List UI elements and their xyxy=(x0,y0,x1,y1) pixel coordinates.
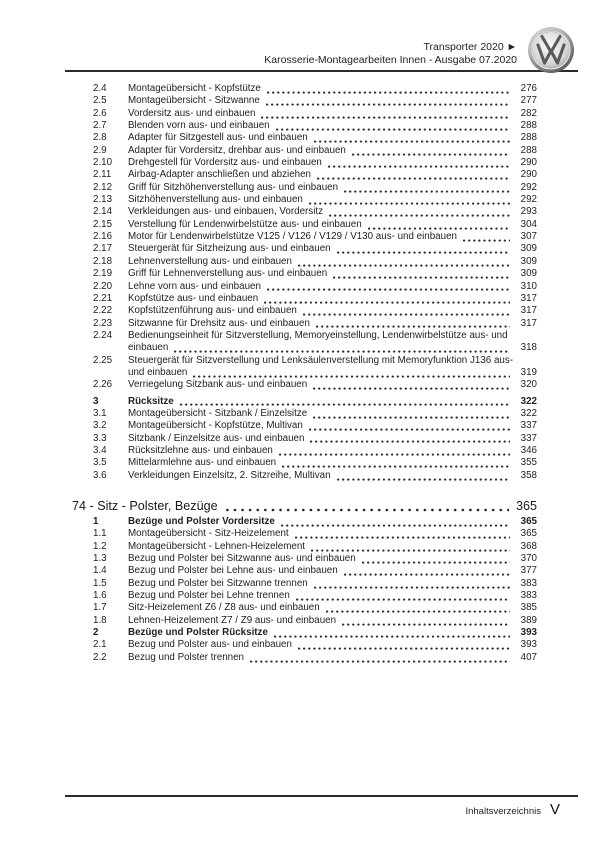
toc-entry-page-number: 365 xyxy=(520,528,537,540)
dot-leader xyxy=(282,465,510,468)
toc-entry-number: 3.1 xyxy=(93,407,107,419)
toc-entry-number: 2.8 xyxy=(93,132,107,144)
toc-entry-page-number: 319 xyxy=(520,366,537,378)
toc-entry-title: Lehnenverstellung aus- und einbauen xyxy=(128,255,292,267)
dot-leader xyxy=(314,586,510,589)
dot-leader xyxy=(267,288,510,291)
toc-entry-title: Sitz-Heizelement Z6 / Z8 aus- und einbauen xyxy=(128,602,320,614)
toc-entry-page-number: 310 xyxy=(520,280,537,292)
toc-entry-page-number: 304 xyxy=(520,218,537,230)
toc-entry-page-number: 389 xyxy=(520,614,537,626)
toc-entry-row xyxy=(65,182,537,194)
toc-entry-number: 3.5 xyxy=(93,457,107,469)
toc-entry-row xyxy=(65,206,537,218)
toc-entry-number: 2.12 xyxy=(93,181,113,193)
toc-entry-title: Montageübersicht - Sitzwanne xyxy=(128,95,260,107)
toc-entry-page-number: 368 xyxy=(520,540,537,552)
dot-leader xyxy=(337,478,510,481)
toc-entry-number: 2.24 xyxy=(93,329,113,341)
toc-entry-number: 1.8 xyxy=(93,614,107,626)
toc-entry-row xyxy=(65,120,537,132)
page-header xyxy=(264,41,517,67)
toc-entry-title: Steuergerät für Sitzheizung aus- und einbauen xyxy=(128,243,331,255)
toc-entry-number: 2.14 xyxy=(93,206,113,218)
toc-entry-number: 1.1 xyxy=(93,528,107,540)
toc-entry-row xyxy=(65,95,537,107)
dot-leader xyxy=(333,276,510,279)
toc-entry-row xyxy=(65,157,537,169)
toc-entry-title: Bezug und Polster bei Lehne aus- und einbauen xyxy=(128,565,338,577)
toc-entry-page-number: 290 xyxy=(520,157,537,169)
dot-leader xyxy=(174,350,510,353)
vw-logo-icon xyxy=(527,26,575,74)
toc-entry-title: Lehne vorn aus- und einbauen xyxy=(128,280,261,292)
dot-leader xyxy=(316,325,510,328)
toc-entry-page-number: 346 xyxy=(520,444,537,456)
dot-leader xyxy=(267,91,510,94)
toc-entry-row xyxy=(65,590,537,602)
toc-entry-number: 2.4 xyxy=(93,83,107,94)
toc-entry-number: 1.6 xyxy=(93,590,107,602)
toc-entry-title: Montageübersicht - Kopfstütze, Multivan xyxy=(128,420,303,432)
toc-entry-page-number: 292 xyxy=(520,194,537,206)
dot-leader xyxy=(303,313,510,316)
toc-entry-number: 1.4 xyxy=(93,565,107,577)
toc-entry-title: Blenden vorn aus- und einbauen xyxy=(128,120,270,132)
dot-leader xyxy=(310,440,510,443)
dot-leader xyxy=(328,165,510,168)
toc-entry-number: 2.25 xyxy=(93,354,113,366)
dot-leader xyxy=(298,647,510,650)
header-manual-line: Karosserie-Montagearbeiten Innen - Ausgabe 07.2020 xyxy=(264,54,517,66)
toc-entry-title: Lehnen-Heizelement Z7 / Z9 aus- und einbauen xyxy=(128,614,337,626)
page-footer xyxy=(465,801,560,818)
toc-entry-title: Steuergerät für Sitzverstellung und Lenksäulenverstellung mit Memoryfunktion J136 aus- xyxy=(128,354,514,366)
dot-leader xyxy=(274,635,510,638)
toc-entry-number: 2.15 xyxy=(93,218,113,230)
toc-entry-page-number: 370 xyxy=(520,553,537,565)
toc-entry-row xyxy=(65,578,537,590)
toc-entry-row xyxy=(65,602,537,614)
toc-entry-title: Adapter für Sitzgestell aus- und einbauen xyxy=(128,132,308,144)
toc-entry-number: 2.18 xyxy=(93,255,113,267)
toc-entry-page-number: 407 xyxy=(520,651,537,663)
toc-entry-number: 2.13 xyxy=(93,194,113,206)
toc-entry-page-number: 322 xyxy=(520,395,537,407)
toc-entry-title: Sitzbank / Einzelsitze aus- und einbauen xyxy=(128,432,305,444)
toc-entry-title: Verstellung für Lendenwirbelstütze aus- und einbauen xyxy=(128,218,362,230)
toc-entry-title: und einbauen xyxy=(128,366,188,378)
toc-entry-title: Verriegelung Sitzbank aus- und einbauen xyxy=(128,379,308,391)
toc-entry-number: 3.2 xyxy=(93,420,107,432)
toc-entry-row xyxy=(65,470,537,482)
toc-chapter-page-number: 365 xyxy=(515,499,537,513)
toc-entry-page-number: 383 xyxy=(520,577,537,589)
toc-entry-title: Rücksitzlehne aus- und einbauen xyxy=(128,444,273,456)
toc-entry-title: Griff für Sitzhöhenverstellung aus- und einbauen xyxy=(128,181,339,193)
toc-entry-row xyxy=(65,541,537,553)
dot-leader xyxy=(279,453,510,456)
toc-entry-number: 2.20 xyxy=(93,280,113,292)
toc-entry-row xyxy=(65,627,537,639)
toc-entry-page-number: 317 xyxy=(520,292,537,304)
toc-entry-number: 2.6 xyxy=(93,107,107,119)
dot-leader xyxy=(309,428,510,431)
toc-entry-title: Airbag-Adapter anschließen und abziehen xyxy=(128,169,311,181)
toc-entry-title: Verkleidungen Einzelsitz, 2. Sitzreihe, Multivan xyxy=(128,469,331,481)
toc-entry-row xyxy=(65,528,537,540)
dot-leader xyxy=(313,416,510,419)
toc-entry-row xyxy=(65,516,537,528)
toc xyxy=(65,83,537,664)
toc-entry-number: 3.4 xyxy=(93,444,107,456)
toc-entry-page-number: 320 xyxy=(520,379,537,391)
toc-entry-page-number: 393 xyxy=(520,627,537,639)
toc-entry-title: Montageübersicht - Lehnen-Heizelement xyxy=(128,540,305,552)
toc-entry-page-number: 282 xyxy=(520,107,537,119)
dot-leader xyxy=(309,202,510,205)
dot-leader xyxy=(344,573,510,576)
toc-entry-row xyxy=(65,293,537,305)
toc-entry-title: Mittelarmlehne aus- und einbauen xyxy=(128,457,277,469)
toc-entry-page-number: 383 xyxy=(520,590,537,602)
dot-leader xyxy=(295,536,510,539)
toc-entry-number: 2.17 xyxy=(93,243,113,255)
toc-entry-row xyxy=(65,445,537,457)
dot-leader xyxy=(314,140,510,143)
footer-rule xyxy=(65,795,578,797)
toc-entry-row xyxy=(65,396,537,408)
toc-entry-page-number: 288 xyxy=(520,132,537,144)
dot-leader xyxy=(317,177,510,180)
dot-leader xyxy=(362,561,510,564)
toc-entry-title: Motor für Lendenwirbelstütze V125 / V126 / V129 / V130 aus- und einbauen xyxy=(128,231,457,243)
toc-entry-number: 3.3 xyxy=(93,432,107,444)
dot-leader xyxy=(326,610,510,613)
toc-entry-row xyxy=(65,305,537,317)
dot-leader xyxy=(329,214,510,217)
toc-entry-row xyxy=(65,268,537,280)
toc-entry-page-number: 309 xyxy=(520,255,537,267)
toc-entry-title: Verkleidungen aus- und einbauen, Vordersitz xyxy=(128,206,323,218)
toc-entry-number: 2.5 xyxy=(93,95,107,107)
toc-entry-title: einbauen xyxy=(128,342,169,354)
toc-entry-row xyxy=(65,194,537,206)
toc-entry-title: Adapter für Vordersitz, drehbar aus- und einbauen xyxy=(128,144,346,156)
toc-entry-row xyxy=(65,420,537,432)
toc-entry-row xyxy=(65,243,537,255)
toc-entry-row xyxy=(65,231,537,243)
dot-leader xyxy=(342,623,510,626)
toc-entry-page-number: 355 xyxy=(520,457,537,469)
toc-entry-row xyxy=(65,342,537,354)
toc-entry-page-number: 288 xyxy=(520,120,537,132)
toc-entry-number: 2.19 xyxy=(93,268,113,280)
toc-entry-page-number: 393 xyxy=(520,639,537,651)
toc-entry-title: Kopfstütze aus- und einbauen xyxy=(128,292,259,304)
toc-entry-row xyxy=(65,408,537,420)
toc-entry-title: Montageübersicht - Sitzbank / Einzelsitze xyxy=(128,407,308,419)
dot-leader xyxy=(193,375,510,378)
toc-entry-title: Sitzwanne für Drehsitz aus- und einbauen xyxy=(128,317,310,329)
toc-entry-page-number: 293 xyxy=(520,206,537,218)
toc-entry-title: Montageübersicht - Sitz-Heizelement xyxy=(128,528,289,540)
toc-entry-row xyxy=(65,565,537,577)
toc-entry-row xyxy=(65,330,537,342)
toc-entry-number: 2.7 xyxy=(93,120,107,132)
dot-leader xyxy=(264,301,510,304)
toc-entry-title: Kopfstützenführung aus- und einbauen xyxy=(128,305,297,317)
dot-leader xyxy=(180,403,510,406)
toc-entry-row xyxy=(65,652,537,664)
toc-entry-page-number: 337 xyxy=(520,420,537,432)
toc-entry-page-number: 307 xyxy=(520,231,537,243)
header-model-line: Transporter 2020 ► xyxy=(423,41,517,53)
toc-entry-row xyxy=(65,256,537,268)
dot-leader xyxy=(313,387,510,390)
toc-entry-number: 1 xyxy=(93,516,99,527)
toc-entry-number: 2.16 xyxy=(93,231,113,243)
toc-entry-page-number: 317 xyxy=(520,317,537,329)
toc-chapter-title: 74 - Sitz - Polster, Bezüge xyxy=(72,499,218,513)
dot-leader xyxy=(226,508,509,512)
toc-entry-row xyxy=(65,108,537,120)
toc-entry-number: 2.2 xyxy=(93,651,107,663)
toc-entry-page-number: 358 xyxy=(520,469,537,481)
toc-entry-row xyxy=(65,219,537,231)
toc-entry-title: Bezug und Polster trennen xyxy=(128,651,245,663)
toc-entry-row xyxy=(65,169,537,181)
toc-entry-title: Drehgestell für Vordersitz aus- und einbauen xyxy=(128,157,322,169)
toc-entry-page-number: 290 xyxy=(520,169,537,181)
toc-entry-number: 2.21 xyxy=(93,292,113,304)
toc-entry-title: Rücksitze xyxy=(128,395,174,407)
toc-entry-title: Bedienungseinheit für Sitzverstellung, Memoryeinstellung, Lendenwirbelstütze aus- und xyxy=(128,329,508,341)
toc-entry-number: 2 xyxy=(93,627,99,639)
dot-leader xyxy=(368,227,510,230)
dot-leader xyxy=(281,524,510,527)
toc-entry-row xyxy=(65,367,537,379)
toc-entry-number: 1.5 xyxy=(93,577,107,589)
toc-entry-page-number: 292 xyxy=(520,181,537,193)
toc-entry-page-number: 317 xyxy=(520,305,537,317)
toc-entry-page-number: 276 xyxy=(520,83,537,94)
toc-entry-page-number: 377 xyxy=(520,565,537,577)
toc-entry-number: 2.11 xyxy=(93,169,112,181)
toc-entry-row xyxy=(65,379,537,391)
header-rule xyxy=(65,70,578,72)
toc-entry-page-number: 318 xyxy=(520,342,537,354)
toc-entry-number: 1.2 xyxy=(93,540,107,552)
dot-leader xyxy=(337,251,510,254)
toc-entry-row xyxy=(65,145,537,157)
dot-leader xyxy=(344,190,510,193)
footer-label: Inhaltsverzeichnis xyxy=(465,806,541,817)
toc-entry-page-number: 277 xyxy=(520,95,537,107)
toc-entry-row xyxy=(65,615,537,627)
toc-entry-row xyxy=(65,318,537,330)
dot-leader xyxy=(311,549,510,552)
dot-leader xyxy=(276,128,510,131)
toc-entry-row xyxy=(65,433,537,445)
toc-entry-row xyxy=(65,83,537,95)
toc-entry-title: Bezug und Polster bei Sitzwanne trennen xyxy=(128,577,308,589)
toc-entry-row xyxy=(65,132,537,144)
toc-entry-title: Montageübersicht - Kopfstütze xyxy=(128,83,261,94)
toc-entry-number: 2.22 xyxy=(93,305,113,317)
footer-page-roman: V xyxy=(549,801,560,818)
toc-entry-title: Bezüge und Polster Rücksitze xyxy=(128,627,268,639)
toc-entry-number: 3 xyxy=(93,395,99,407)
toc-entry-title: Bezug und Polster aus- und einbauen xyxy=(128,639,292,651)
dot-leader xyxy=(463,239,510,242)
toc-entry-page-number: 385 xyxy=(520,602,537,614)
toc-entry-title: Bezüge und Polster Vordersitze xyxy=(128,516,275,527)
dot-leader xyxy=(250,660,510,663)
toc-entry-row xyxy=(65,457,537,469)
toc-entry-number: 3.6 xyxy=(93,469,107,481)
toc-entry-row xyxy=(65,553,537,565)
toc-entry-title: Sitzhöhenverstellung aus- und einbauen xyxy=(128,194,303,206)
toc-entry-page-number: 288 xyxy=(520,144,537,156)
toc-entry-row xyxy=(65,281,537,293)
toc-entry-number: 1.7 xyxy=(93,602,107,614)
toc-entry-number: 2.26 xyxy=(93,379,113,391)
dot-leader xyxy=(296,598,510,601)
toc-entry-title: Bezug und Polster bei Lehne trennen xyxy=(128,590,290,602)
dot-leader xyxy=(261,116,510,119)
toc-entry-page-number: 337 xyxy=(520,432,537,444)
toc-entry-number: 2.23 xyxy=(93,317,113,329)
toc-entry-row xyxy=(65,639,537,651)
toc-entry-title: Bezug und Polster bei Sitzwanne aus- und einbauen xyxy=(128,553,356,565)
toc-entry-number: 2.9 xyxy=(93,144,107,156)
toc-entry-page-number: 322 xyxy=(520,407,537,419)
toc-entry-title: Griff für Lehnenverstellung aus- und einbauen xyxy=(128,268,328,280)
toc-entry-row xyxy=(65,355,537,367)
toc-entry-page-number: 309 xyxy=(520,243,537,255)
dot-leader xyxy=(266,103,510,106)
toc-entry-number: 2.1 xyxy=(93,639,107,651)
dot-leader xyxy=(298,264,510,267)
toc-entry-number: 1.3 xyxy=(93,553,107,565)
toc-entry-number: 2.10 xyxy=(93,157,113,169)
dot-leader xyxy=(352,153,510,156)
toc-entry-page-number: 365 xyxy=(520,516,537,527)
toc-entry-title: Vordersitz aus- und einbauen xyxy=(128,107,256,119)
toc-entry-page-number: 309 xyxy=(520,268,537,280)
toc-chapter-row xyxy=(72,499,537,513)
